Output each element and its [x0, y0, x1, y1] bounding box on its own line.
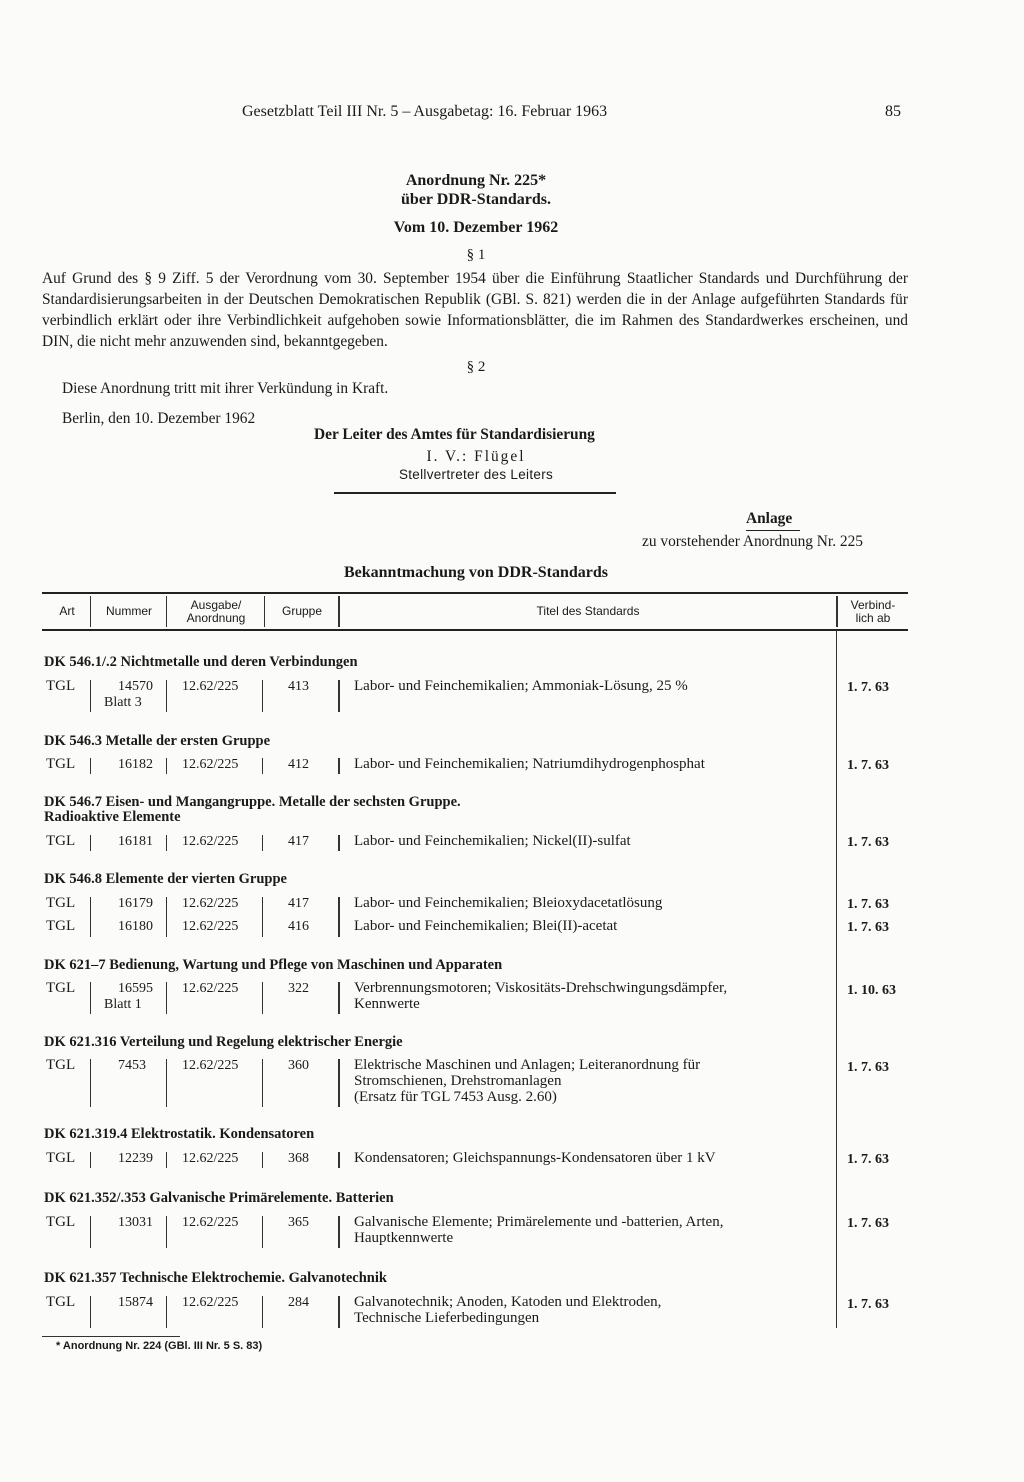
cell-ausgabe: 12.62/225	[182, 1295, 239, 1310]
running-header: Gesetzblatt Teil III Nr. 5 – Ausgabetag: 16. Februar 1963	[242, 103, 608, 120]
signer-role: Stellvertreter des Leiters	[398, 467, 554, 482]
divider	[334, 492, 616, 494]
cell-titel: Labor- und Feinchemikalien; Blei(II)-acetat	[354, 918, 618, 934]
cell-ausgabe: 12.62/225	[182, 679, 239, 694]
cell-rule	[90, 982, 91, 1014]
cell-rule	[338, 1296, 340, 1328]
cell-verbindlich: 1. 7. 63	[847, 835, 889, 850]
cell-art: TGL	[46, 1150, 76, 1166]
cell-rule	[166, 680, 167, 712]
cell-gruppe: 417	[288, 834, 309, 849]
annex-label: Anlage	[746, 510, 793, 527]
cell-rule	[166, 982, 167, 1014]
page-number: 85	[885, 103, 901, 120]
cell-ausgabe: 12.62/225	[182, 919, 239, 934]
cell-rule	[166, 1296, 167, 1328]
col-header-nummer: Nummer	[105, 604, 152, 618]
cell-nummer: 7453	[118, 1058, 146, 1073]
cell-rule	[262, 1296, 263, 1328]
cell-nummer: 16595	[118, 981, 153, 996]
cell-gruppe: 412	[288, 757, 309, 772]
section-heading: DK 621.319.4 Elektrostatik. Kondensatoren	[44, 1126, 315, 1142]
cell-gruppe: 365	[288, 1215, 309, 1230]
section-heading-continued: Radioaktive Elemente	[44, 809, 181, 825]
cell-rule	[166, 758, 167, 774]
cell-rule	[338, 1216, 340, 1248]
cell-rule	[338, 758, 340, 774]
col-header-verbindlich: Verbind-	[850, 598, 896, 612]
authority: Der Leiter des Amtes für Standardisierung	[314, 426, 595, 443]
cell-ausgabe: 12.62/225	[182, 896, 239, 911]
cell-ausgabe: 12.62/225	[182, 1058, 239, 1073]
cell-verbindlich: 1. 7. 63	[847, 758, 889, 773]
cell-rule	[90, 897, 91, 937]
cell-rule	[338, 982, 340, 1014]
cell-art: TGL	[46, 1294, 76, 1310]
cell-rule	[90, 1152, 91, 1168]
annex-title: Bekanntmachung von DDR-Standards	[343, 564, 609, 581]
cell-ausgabe: 12.62/225	[182, 1215, 239, 1230]
place-date: Berlin, den 10. Dezember 1962	[62, 410, 256, 427]
cell-titel: Galvanische Elemente; Primärelemente und -batterien, Arten,	[354, 1214, 724, 1230]
cell-verbindlich: 1. 7. 63	[847, 1216, 889, 1231]
cell-ausgabe: 12.62/225	[182, 1151, 239, 1166]
cell-rule	[166, 1059, 167, 1107]
cell-verbindlich: 1. 7. 63	[847, 1060, 889, 1075]
cell-art: TGL	[46, 918, 76, 934]
cell-rule	[90, 1296, 91, 1328]
cell-rule	[338, 835, 340, 851]
cell-nummer: 12239	[118, 1151, 153, 1166]
cell-rule	[262, 1059, 263, 1107]
footnote: * Anordnung Nr. 224 (GBl. III Nr. 5 S. 83)	[56, 1340, 263, 1352]
section-heading: DK 546.3 Metalle der ersten Gruppe	[44, 733, 271, 749]
cell-rule	[166, 835, 167, 851]
cell-nummer: 16179	[118, 896, 153, 911]
cell-art: TGL	[46, 1057, 76, 1073]
cell-gruppe: 413	[288, 679, 309, 694]
cell-blatt: Blatt 1	[104, 997, 142, 1012]
cell-art: TGL	[46, 895, 76, 911]
cell-verbindlich: 1. 7. 63	[847, 897, 889, 912]
cell-nummer: 16181	[118, 834, 153, 849]
section-heading: DK 621–7 Bedienung, Wartung und Pflege von Maschinen und Apparaten	[44, 957, 503, 973]
cell-rule	[262, 758, 263, 774]
cell-titel: Elektrische Maschinen und Anlagen; Leiteranordnung für	[354, 1057, 701, 1073]
table-header-rule	[42, 629, 908, 631]
cell-rule	[90, 1216, 91, 1248]
footnote-rule	[42, 1336, 180, 1337]
col-header-art: Art	[59, 604, 75, 618]
cell-verbindlich: 1. 7. 63	[847, 680, 889, 695]
cell-ausgabe: 12.62/225	[182, 981, 239, 996]
cell-titel: Labor- und Feinchemikalien; Nickel(II)-sulfat	[354, 833, 631, 849]
cell-art: TGL	[46, 980, 76, 996]
header-divider	[90, 596, 91, 627]
cell-verbindlich: 1. 10. 63	[847, 983, 896, 998]
cell-rule	[90, 835, 91, 851]
col-header-ab: lich ab	[855, 611, 891, 625]
cell-titel: Labor- und Feinchemikalien; Bleioxydacetatlösung	[354, 895, 663, 911]
cell-gruppe: 322	[288, 981, 309, 996]
cell-titel: Galvanotechnik; Anoden, Katoden und Elektroden,	[354, 1294, 662, 1310]
cell-rule	[338, 1152, 340, 1168]
cell-art: TGL	[46, 833, 76, 849]
section-heading: DK 546.7 Eisen- und Mangangruppe. Metalle der sechsten Gruppe.	[44, 794, 461, 810]
paragraph-1-label: § 1	[466, 247, 486, 263]
col-header-titel: Titel des Standards	[536, 604, 640, 618]
cell-nummer: 15874	[118, 1295, 153, 1310]
table-top-rule	[42, 592, 908, 594]
cell-gruppe: 284	[288, 1295, 309, 1310]
cell-titel: Labor- und Feinchemikalien; Natriumdihydrogenphosphat	[354, 756, 705, 772]
cell-nummer: 14570	[118, 679, 153, 694]
section-heading: DK 546.8 Elemente der vierten Gruppe	[44, 871, 287, 887]
annex-underline	[746, 530, 800, 531]
cell-nummer: 16182	[118, 757, 153, 772]
cell-titel: Labor- und Feinchemikalien; Ammoniak-Lösung, 25 %	[354, 678, 688, 694]
cell-titel-line: Hauptkennwerte	[354, 1230, 454, 1246]
section-heading: DK 546.1/.2 Nichtmetalle und deren Verbindungen	[44, 654, 358, 670]
cell-rule	[338, 897, 340, 937]
cell-art: TGL	[46, 1214, 76, 1230]
cell-gruppe: 417	[288, 896, 309, 911]
cell-titel-line: Kennwerte	[354, 996, 420, 1012]
col-header-ausgabe: Ausgabe/	[190, 598, 242, 612]
cell-rule	[338, 1059, 340, 1107]
annex-subtitle: zu vorstehender Anordnung Nr. 225	[642, 533, 863, 550]
cell-titel-line: Technische Lieferbedingungen	[354, 1310, 540, 1326]
cell-rule	[262, 897, 263, 937]
signature: I. V.: Flügel	[426, 448, 526, 465]
header-divider	[264, 596, 265, 627]
cell-rule	[90, 758, 91, 774]
section-heading: DK 621.316 Verteilung und Regelung elektrischer Energie	[44, 1034, 403, 1050]
order-subtitle: über DDR-Standards.	[401, 191, 551, 208]
cell-titel: Verbrennungsmotoren; Viskositäts-Drehschwingungsdämpfer,	[354, 980, 728, 996]
cell-verbindlich: 1. 7. 63	[847, 1152, 889, 1167]
cell-rule	[338, 680, 340, 712]
cell-rule	[262, 1152, 263, 1168]
cell-art: TGL	[46, 678, 76, 694]
cell-blatt: Blatt 3	[104, 695, 142, 710]
cell-rule	[262, 982, 263, 1014]
paragraph-2-text: Diese Anordnung tritt mit ihrer Verkündung in Kraft.	[62, 380, 389, 397]
col-header-gruppe: Gruppe	[281, 604, 323, 618]
cell-rule	[166, 1152, 167, 1168]
cell-ausgabe: 12.62/225	[182, 834, 239, 849]
cell-rule	[166, 1216, 167, 1248]
paragraph-1-text: Auf Grund des § 9 Ziff. 5 der Verordnung vom 30. September 1954 über die Einführung Staatlicher Standards und Durchführung der Standardisierungsarbeiten in der Deutschen Demokratischen Republik (GBl. S. 821) werden die in der Anlage aufgeführten Standards für verbindlich erklärt oder ihre Verbindlichkeit aufgehoben sowie Informationsblätter, die im Rahmen des Standardwerkes erscheinen, und DIN, die nicht mehr anzuwenden sind, bekanntgegeben.	[42, 270, 908, 350]
cell-verbindlich: 1. 7. 63	[847, 1297, 889, 1312]
cell-art: TGL	[46, 756, 76, 772]
order-title: Anordnung Nr. 225*	[405, 172, 547, 189]
section-heading: DK 621.357 Technische Elektrochemie. Galvanotechnik	[44, 1270, 387, 1286]
col-header-anordnung: Anordnung	[186, 611, 246, 625]
cell-rule	[90, 680, 91, 712]
cell-titel-line: (Ersatz für TGL 7453 Ausg. 2.60)	[354, 1089, 557, 1105]
cell-titel: Kondensatoren; Gleichspannungs-Kondensatoren über 1 kV	[354, 1150, 716, 1166]
cell-titel-line: Stromschienen, Drehstromanlagen	[354, 1073, 562, 1089]
cell-rule	[166, 897, 167, 937]
cell-rule	[262, 1216, 263, 1248]
cell-rule	[90, 1059, 91, 1107]
order-date: Vom 10. Dezember 1962	[393, 219, 559, 236]
header-divider	[166, 596, 167, 627]
cell-ausgabe: 12.62/225	[182, 757, 239, 772]
cell-gruppe: 416	[288, 919, 309, 934]
cell-nummer: 16180	[118, 919, 153, 934]
cell-nummer: 13031	[118, 1215, 153, 1230]
cell-rule	[262, 835, 263, 851]
cell-gruppe: 368	[288, 1151, 309, 1166]
cell-verbindlich: 1. 7. 63	[847, 920, 889, 935]
cell-gruppe: 360	[288, 1058, 309, 1073]
date-column-rule	[836, 631, 837, 1328]
paragraph-2-label: § 2	[466, 359, 486, 375]
cell-rule	[262, 680, 263, 712]
section-heading: DK 621.352/.353 Galvanische Primärelemente. Batterien	[44, 1190, 394, 1206]
